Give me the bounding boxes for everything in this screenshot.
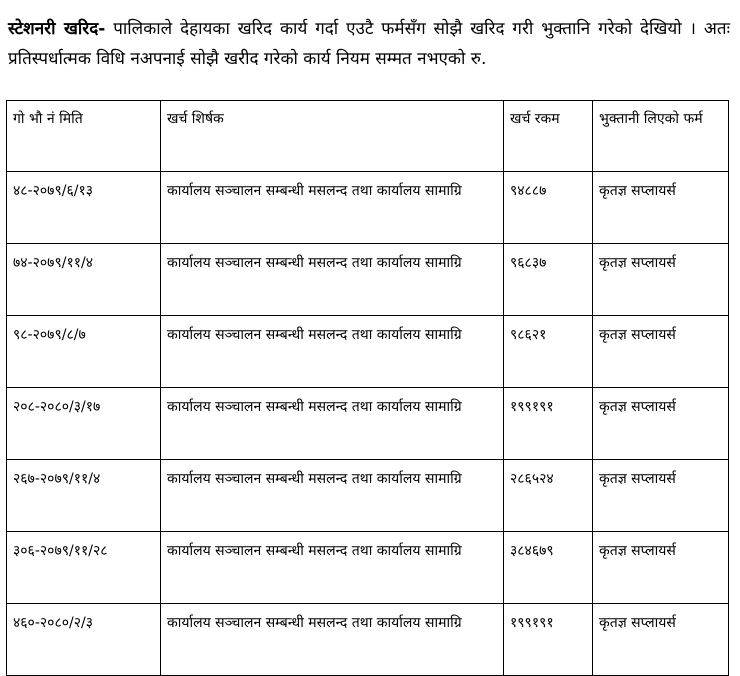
- voucher-date-cell: ३०६-२०७९/११/२८: [7, 532, 161, 604]
- firm-cell: कृतज्ञ सप्लायर्स: [593, 172, 729, 244]
- header-expense-title: खर्च शिर्षक: [161, 101, 504, 172]
- table-row: [7, 460, 729, 532]
- amount-cell: २८६५२४: [504, 460, 593, 532]
- voucher-date-cell: ४८-२०७९/६/१३: [7, 172, 161, 244]
- firm-cell: कृतज्ञ सप्लायर्स: [593, 244, 729, 316]
- firm-cell: कृतज्ञ सप्लायर्स: [593, 460, 729, 532]
- header-payee-firm: भुक्तानी लिएको फर्म: [593, 101, 729, 172]
- amount-cell: ९६८३७: [504, 244, 593, 316]
- table-row: [7, 388, 729, 460]
- voucher-date-cell: ९८-२०७९/८/७: [7, 316, 161, 388]
- header-expense-amount: खर्च रकम: [504, 101, 593, 172]
- firm-cell: कृतज्ञ सप्लायर्स: [593, 388, 729, 460]
- expense-title-cell: कार्यालय सञ्चालन सम्बन्धी मसलन्द तथा कार्यालय सामाग्रि: [161, 244, 504, 316]
- firm-cell: कृतज्ञ सप्लायर्स: [593, 532, 729, 604]
- voucher-date-cell: २६७-२०७९/११/४: [7, 460, 161, 532]
- expense-title-cell: कार्यालय सञ्चालन सम्बन्धी मसलन्द तथा कार्यालय सामाग्रि: [161, 604, 504, 676]
- section-heading: स्टेशनरी खरिद-: [8, 19, 106, 39]
- amount-cell: ३८४६७९: [504, 532, 593, 604]
- expense-title-cell: कार्यालय सञ्चालन सम्बन्धी मसलन्द तथा कार्यालय सामाग्रि: [161, 532, 504, 604]
- table-row: [7, 244, 729, 316]
- voucher-date-cell: ४६०-२०८०/२/३: [7, 604, 161, 676]
- firm-cell: कृतज्ञ सप्लायर्स: [593, 316, 729, 388]
- expense-title-cell: कार्यालय सञ्चालन सम्बन्धी मसलन्द तथा कार्यालय सामाग्रि: [161, 388, 504, 460]
- header-voucher-date: गो भौ नं मिति: [7, 101, 161, 172]
- intro-text: पालिकाले देहायका खरिद कार्य गर्दा एउटै फर्मसँग सोझै खरिद गरी भुक्तानि गरेको देखियो । अतः प्रतिस्पर्धात्मक विधि नअपनाई सोझै खरीद गरेको कार्य नियम सम्मत नभएको रु.: [8, 19, 730, 69]
- expense-title-cell: कार्यालय सञ्चालन सम्बन्धी मसलन्द तथा कार्यालय सामाग्रि: [161, 460, 504, 532]
- voucher-date-cell: ७४-२०७९/११/४: [7, 244, 161, 316]
- amount-cell: १९९१९१: [504, 388, 593, 460]
- table-row: [7, 172, 729, 244]
- expense-title-cell: कार्यालय सञ्चालन सम्बन्धी मसलन्द तथा कार्यालय सामाग्रि: [161, 316, 504, 388]
- amount-cell: ९८६२१: [504, 316, 593, 388]
- table-row: [7, 604, 729, 676]
- firm-cell: कृतज्ञ सप्लायर्स: [593, 604, 729, 676]
- table-row: [7, 532, 729, 604]
- expense-table: [6, 100, 729, 676]
- table-header-row: [7, 101, 729, 172]
- intro-paragraph: [8, 14, 730, 74]
- amount-cell: १९९१९१: [504, 604, 593, 676]
- expense-title-cell: कार्यालय सञ्चालन सम्बन्धी मसलन्द तथा कार्यालय सामाग्रि: [161, 172, 504, 244]
- amount-cell: ९४८८७: [504, 172, 593, 244]
- voucher-date-cell: २०८-२०८०/३/१७: [7, 388, 161, 460]
- table-row: [7, 316, 729, 388]
